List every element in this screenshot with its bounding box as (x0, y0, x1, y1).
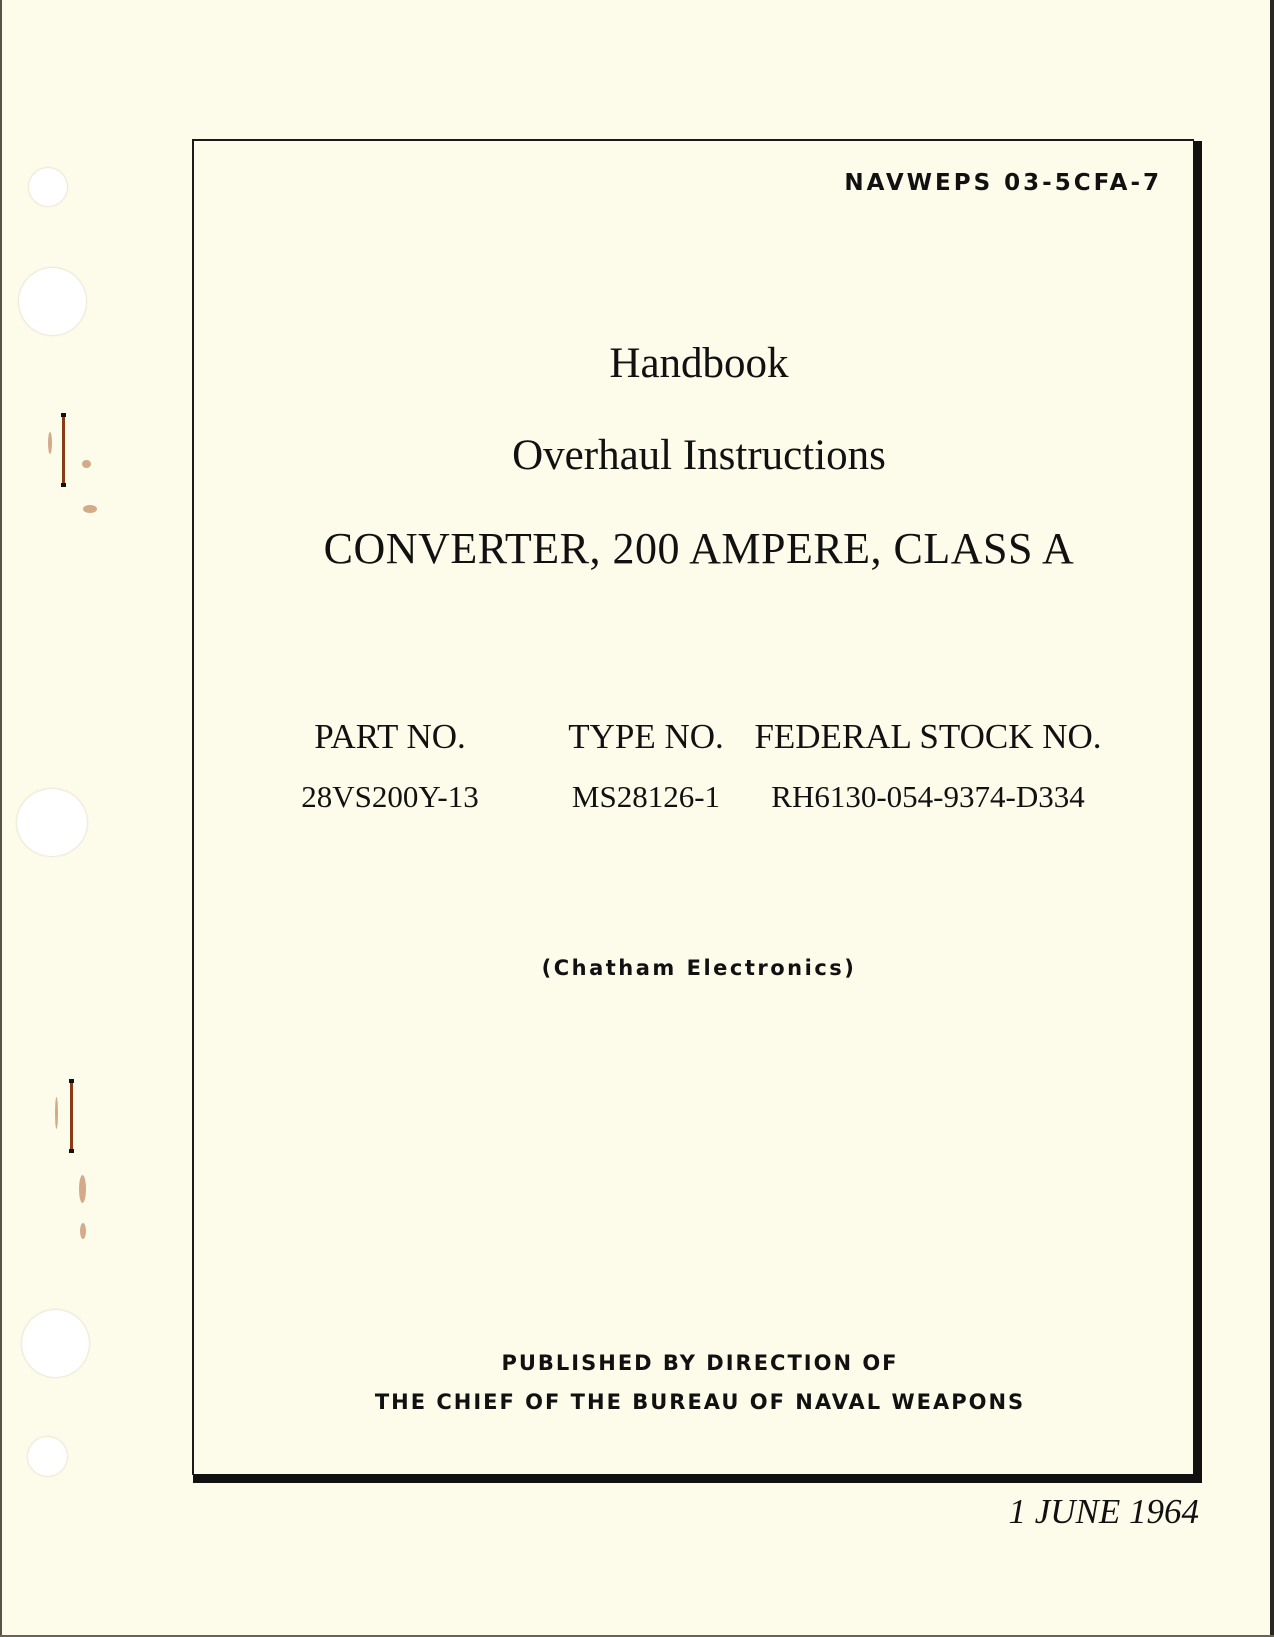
binder-hole (29, 168, 67, 206)
binder-hole (19, 268, 86, 335)
part-number-value: 28VS200Y-13 (301, 779, 479, 814)
frame-border-top (192, 139, 1194, 141)
publisher-line-1: PUBLISHED BY DIRECTION OF (501, 1351, 899, 1375)
binder-hole (17, 789, 87, 856)
title-overhaul-instructions: Overhaul Instructions (512, 432, 886, 479)
federal-stock-number-column (738, 717, 1118, 815)
manufacturer: (Chatham Electronics) (541, 956, 857, 980)
federal-stock-number-value: RH6130-054-9374-D334 (771, 779, 1085, 814)
part-number-column (268, 717, 512, 815)
binder-hole (28, 1437, 67, 1476)
rust-speck (79, 1175, 86, 1203)
type-number-heading: TYPE NO. (568, 717, 724, 756)
title-equipment: CONVERTER, 200 AMPERE, CLASS A (323, 524, 1075, 573)
rust-speck (55, 1097, 58, 1129)
type-number-value: MS28126-1 (571, 779, 721, 814)
staple-mark (70, 1079, 73, 1153)
publication-date: 1 JUNE 1964 (1008, 1492, 1199, 1531)
part-number-heading: PART NO. (314, 717, 466, 756)
publisher-line-2: THE CHIEF OF THE BUREAU OF NAVAL WEAPONS (374, 1390, 1026, 1414)
type-number-column (520, 717, 772, 815)
frame-border-bottom (193, 1474, 1202, 1483)
document-number: NAVWEPS 03-5CFA-7 (844, 170, 1162, 196)
title-handbook: Handbook (609, 340, 789, 387)
rust-speck (80, 1223, 86, 1239)
federal-stock-number-heading: FEDERAL STOCK NO. (754, 717, 1102, 756)
rust-speck (83, 505, 97, 513)
